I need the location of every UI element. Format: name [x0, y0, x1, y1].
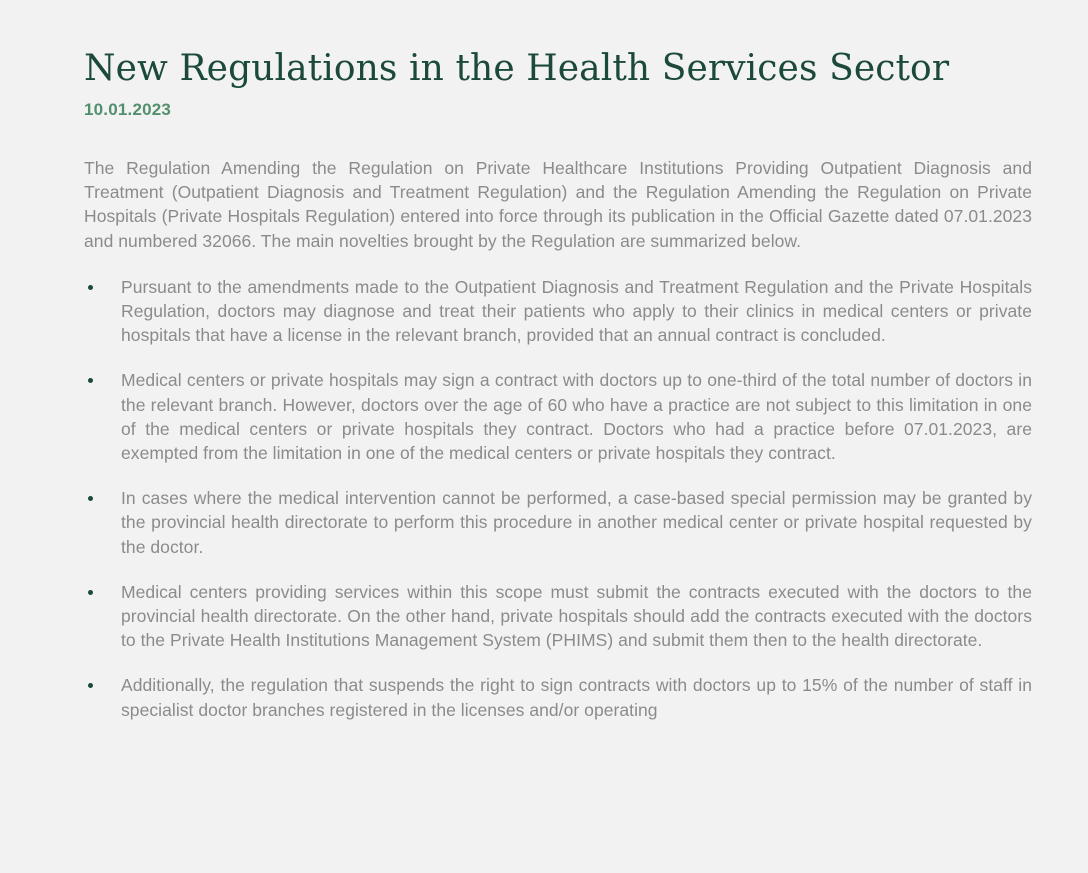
list-item: [84, 580, 1032, 653]
bullet-dot-icon: [88, 683, 93, 688]
list-item-text: Medical centers providing services within this scope must submit the contracts executed with the doctors to the provincial health directorate. On the other hand, private hospitals should add the contracts executed with the doctors to the Private Health Institutions Management System (PHIMS) and submit them then to the health directorate.: [121, 581, 1032, 651]
list-item-text: Additionally, the regulation that suspends the right to sign contracts with doctors up to 15% of the number of staff in specialist doctor branches registered in the licenses and/or operating: [121, 675, 1032, 720]
publication-date: 10.01.2023: [84, 100, 172, 119]
list-item: [84, 275, 1032, 348]
list-item: [84, 368, 1032, 465]
intro-paragraph: The Regulation Amending the Regulation on Private Healthcare Institutions Providing Outpatient Diagnosis and Treatment (Outpatient Diagnosis and Treatment Regulation) and the Regulation Amending the Regulation on Private Hospitals (Private Hospitals Regulation) entered into force through its publication in the Official Gazette dated 07.01.2023 and numbered 32066. The main novelties brought by the Regulation are summarized below.: [84, 158, 1032, 251]
bullet-dot-icon: [88, 496, 93, 501]
list-item-text: Pursuant to the amendments made to the Outpatient Diagnosis and Treatment Regulation and the Private Hospitals Regulation, doctors may diagnose and treat their patients who apply to their clinics in medical centers or private hospitals that have a license in the relevant branch, provided that an annual contract is concluded.: [121, 276, 1032, 346]
bullet-dot-icon: [88, 378, 93, 383]
bullet-dot-icon: [88, 590, 93, 595]
bullet-dot-icon: [88, 285, 93, 290]
list-item: [84, 673, 1032, 721]
list-item-text: Medical centers or private hospitals may sign a contract with doctors up to one-third of the total number of doctors in the relevant branch. However, doctors over the age of 60 who have a practice are not subject to this limitation in one of the medical centers or private hospitals they contract. Doctors who had a practice before 07.01.2023, are exempted from the limitation in one of the medical centers or private hospitals they contract.: [121, 370, 1032, 464]
page-title: New Regulations in the Health Services Sector: [84, 48, 950, 89]
list-item-text: In cases where the medical intervention cannot be performed, a case-based special permission may be granted by the provincial health directorate to perform this procedure in another medical center or private hospital requested by the doctor.: [121, 488, 1032, 557]
article-content: [84, 0, 1032, 722]
list-item: [84, 486, 1032, 559]
regulation-bullet-list: [84, 253, 1032, 722]
